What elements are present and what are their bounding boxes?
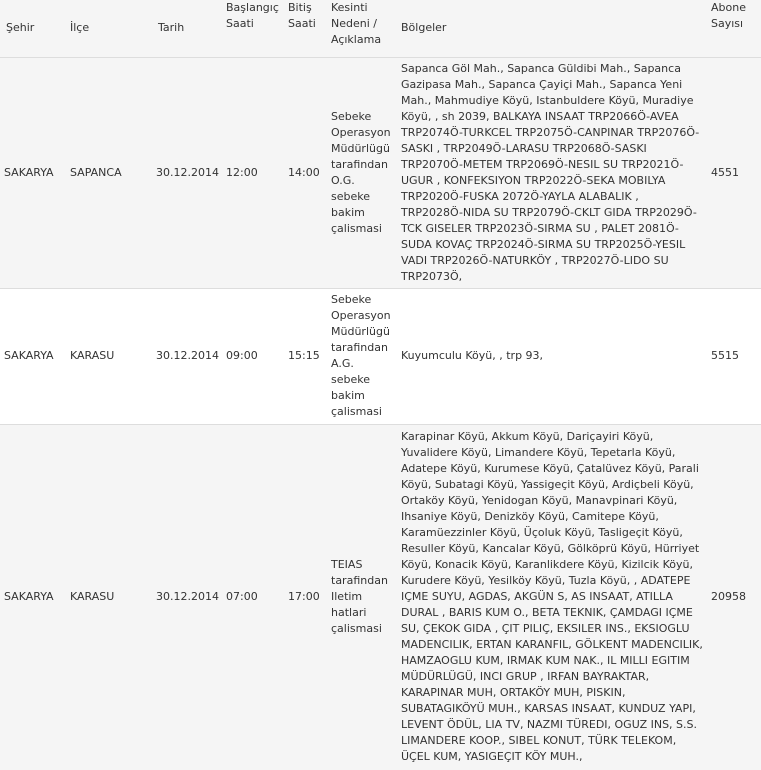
cell-city: SAKARYA — [0, 57, 66, 288]
table-row — [0, 57, 761, 288]
cell-end-time: 17:00 — [284, 424, 327, 770]
header-subscribers[interactable]: Abone Sayısı — [711, 1, 746, 30]
cell-city: SAKARYA — [0, 424, 66, 770]
cell-end-time: 14:00 — [284, 57, 327, 288]
header-district[interactable]: İlçe — [70, 21, 90, 35]
cell-district: SAPANCA — [66, 57, 152, 288]
header-start-time[interactable]: Başlangıç Saati — [226, 1, 279, 30]
cell-date: 30.12.2014 — [152, 424, 222, 770]
cell-subscribers: 5515 — [707, 288, 761, 424]
header-reason[interactable]: Kesinti Nedeni / Açıklama — [331, 1, 382, 46]
cell-end-time: 15:15 — [284, 288, 327, 424]
cell-subscribers: 4551 — [707, 57, 761, 288]
cell-reason: TEIAS tarafindan Iletim hatlari çalismasi — [327, 424, 397, 770]
cell-district: KARASU — [66, 288, 152, 424]
cell-reason: Sebeke Operasyon Müdürlügü tarafindan A.G. sebeke bakim çalismasi — [327, 288, 397, 424]
cell-reason: Sebeke Operasyon Müdürlügü tarafindan O.G. sebeke bakim çalismasi — [327, 57, 397, 288]
header-city[interactable]: Şehir — [6, 21, 35, 35]
header-date[interactable]: Tarih — [158, 21, 185, 35]
cell-regions: Sapanca Göl Mah., Sapanca Güldibi Mah., Sapanca Gazipasa Mah., Sapanca Çayiçi Mah., Sapanca Yeni Mah., Mahmudiye Köyü, Istanbuldere Köyü, Muradiye Köyü, , sh 2039, BALKAYA INSAAT TRP2066Ö-AVEA TRP2074Ö-TURKCEL TRP2075Ö-CANPINAR TRP2076Ö-SASKI , TRP2049Ö-LARASU TRP2068Ö-SASKI TRP2070Ö-METEM TRP2069Ö-NESIL SU TRP2021Ö-UGUR , KONFEKSIYON TRP2022Ö-SEKA MOBILYA TRP2020Ö-FUSKA 2072Ö-YAYLA ALABALIK , TRP2028Ö-NIDA SU TRP2079Ö-CKLT GIDA TRP2029Ö-TCK GISELER TRP2023Ö-SIRMA SU , PALET 2081Ö-SUDA KOVAÇ TRP2024Ö-SIRMA SU TRP2025Ö-YESIL VADI TRP2026Ö-NATURKÖY , TRP2027Ö-LIDO SU TRP2073Ö, — [397, 57, 707, 288]
header-end-time[interactable]: Bitiş Saati — [288, 1, 316, 30]
table-header — [0, 0, 761, 57]
table-row — [0, 424, 761, 770]
cell-start-time: 12:00 — [222, 57, 284, 288]
cell-subscribers: 20958 — [707, 424, 761, 770]
cell-date: 30.12.2014 — [152, 288, 222, 424]
cell-date: 30.12.2014 — [152, 57, 222, 288]
cell-start-time: 07:00 — [222, 424, 284, 770]
table-row — [0, 288, 761, 424]
cell-district: KARASU — [66, 424, 152, 770]
cell-regions: Karapinar Köyü, Akkum Köyü, Dariçayiri Köyü, Yuvalidere Köyü, Limandere Köyü, Tepetarla Köyü, Adatepe Köyü, Kurumese Köyü, Çatalüvez Köyü, Parali Köyü, Subatagi Köyü, Yassigeçit Köyü, Ardiçbeli Köyü, Ortaköy Köyü, Yenidogan Köyü, Manavpinari Köyü, Ihsaniye Köyü, Denizköy Köyü, Camitepe Köyü, Karamüezzinler Köyü, Üçoluk Köyü, Tasligeçit Köyü, Resuller Köyü, Kancalar Köyü, Gölköprü Köyü, Hürriyet Köyü, Konacik Köyü, Karanlikdere Köyü, Kizilcik Köyü, Kurudere Köyü, Yesilköy Köyü, Tuzla Köyü, , ADATEPE IÇME SUYU, AGDAS, AKGÜN S, AS INSAAT, ATILLA DURAL , BARIS KUM O., BETA TEKNIK, ÇAMDAGI IÇME SU, ÇEKOK GIDA , ÇIT PILIÇ, EKSILER INS., EKSIOGLU MADENCILIK, ERTAN KARANFIL, GÖLKENT MADENCILIK, HAMZAOGLU KUM, IRMAK KUM NAK., IL MILLI EGITIM MÜDÜRLÜGÜ, INCI GRUP , IRFAN BAYRAKTAR, KARAPINAR MUH, ORTAKÖY MUH, PISKIN, SUBATAGIKÖYÜ MUH., KARSAS INSAAT, KUNDUZ YAPI, LEVENT ÖDÜL, LIA TV, NAZMI TÜREDI, OGUZ INS, S.S. LIMANDERE KOOP., SIBEL KONUT, TÜRK TELEKOM, ÜÇEL KUM, YASIGEÇIT KÖY MUH., — [397, 424, 707, 770]
cell-start-time: 09:00 — [222, 288, 284, 424]
cell-city: SAKARYA — [0, 288, 66, 424]
cell-regions: Kuyumculu Köyü, , trp 93, — [397, 288, 707, 424]
header-regions[interactable]: Bölgeler — [401, 21, 447, 35]
